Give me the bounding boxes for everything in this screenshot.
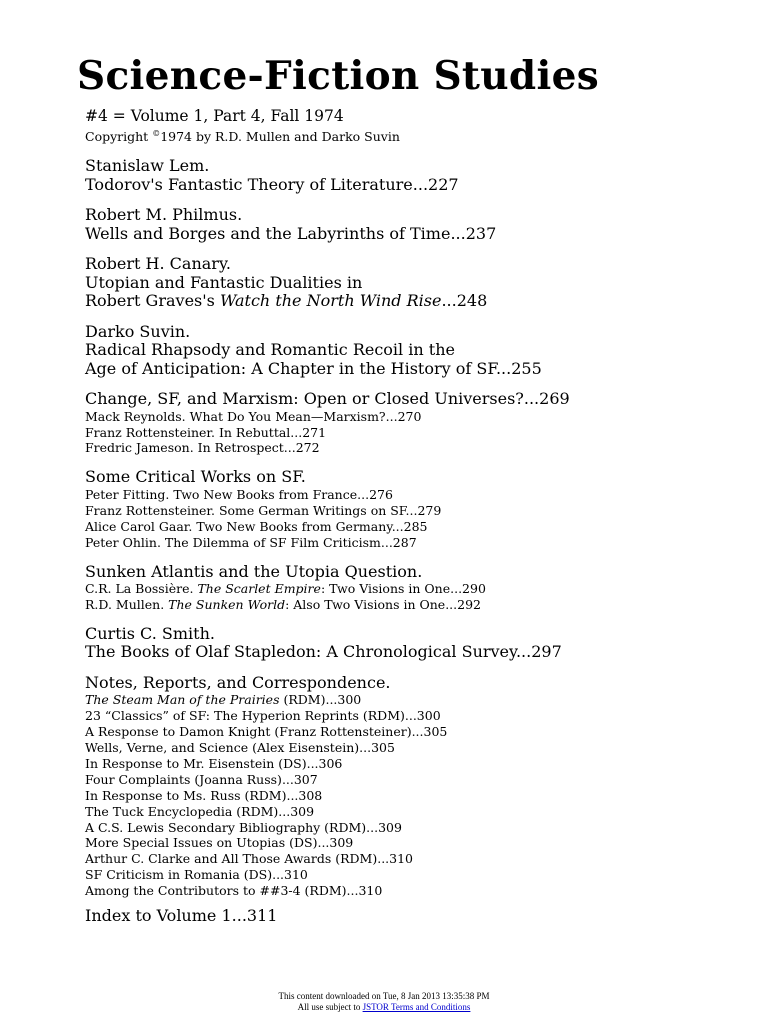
page-number: 285 xyxy=(403,518,428,534)
item-author: R.D. Mullen. xyxy=(85,596,169,612)
item-title: SF Criticism in Romania (DS) xyxy=(85,867,273,883)
list-item xyxy=(85,804,725,820)
author: Stanislaw Lem. xyxy=(85,156,210,176)
item-title: 23 “Classics” of SF: The Hyperion Reprints (RDM) xyxy=(85,708,405,724)
page-number: 305 xyxy=(423,724,448,740)
leader-dots: ... xyxy=(441,291,457,311)
copyright-holders: 1974 by R.D. Mullen and Darko Suvin xyxy=(160,129,400,145)
journal-title: Science-Fiction Studies xyxy=(77,53,599,99)
list-item xyxy=(85,867,725,883)
terms-link[interactable]: JSTOR Terms and Conditions xyxy=(362,1002,471,1012)
leader-dots: ... xyxy=(404,708,417,724)
toc-entry-index xyxy=(85,907,725,926)
list-item xyxy=(85,692,725,708)
item-title: A C.S. Lewis Secondary Bibliography (RDM) xyxy=(85,819,367,835)
toc-entry-lem xyxy=(85,157,725,194)
item-title: : Two Visions in One xyxy=(320,581,451,596)
page-number: 310 xyxy=(389,851,413,867)
leader-dots: ... xyxy=(412,174,429,194)
list-item xyxy=(85,487,725,503)
list-item xyxy=(85,740,725,756)
leader-dots: ... xyxy=(357,486,370,502)
item-title: Peter Ohlin. The Dilemma of SF Film Criticism xyxy=(85,534,381,550)
section-heading xyxy=(85,390,725,409)
leader-dots: ... xyxy=(290,424,303,440)
terms-line xyxy=(0,1002,768,1013)
leader-dots: ... xyxy=(366,819,379,835)
article-title-line: Radical Rhapsody and Romantic Recoil in the xyxy=(85,340,455,360)
leader-dots: ... xyxy=(317,835,330,851)
item-title: In Response to Mr. Eisenstein (DS) xyxy=(85,755,307,771)
list-item xyxy=(85,535,725,551)
page-number: 308 xyxy=(298,787,323,803)
page-number: 237 xyxy=(465,223,497,243)
page-number: 279 xyxy=(417,502,442,518)
list-item xyxy=(85,409,725,425)
author: Darko Suvin. xyxy=(85,321,191,341)
article-title: Age of Anticipation: A Chapter in the History of SF xyxy=(85,358,496,378)
toc-section-notes xyxy=(85,674,725,899)
list-item xyxy=(85,708,725,724)
toc-entry-canary xyxy=(85,255,725,311)
toc-section-marxism xyxy=(85,390,725,456)
leader-dots: ... xyxy=(411,724,424,740)
article-title-line xyxy=(85,176,725,195)
leader-dots: ... xyxy=(359,740,372,756)
author: Curtis C. Smith. xyxy=(85,623,215,643)
item-title: (RDM) xyxy=(279,692,326,708)
article-title: Wells and Borges and the Labyrinths of Time xyxy=(85,223,451,243)
leader-dots: ... xyxy=(391,518,404,534)
page-number: 310 xyxy=(284,867,308,883)
table-of-contents-page xyxy=(77,50,725,926)
page-number: 255 xyxy=(511,358,542,378)
item-title: Franz Rottensteiner. Some German Writings on SF xyxy=(85,502,406,518)
page-number: 272 xyxy=(295,440,320,456)
item-title: In Response to Ms. Russ (RDM) xyxy=(85,787,287,803)
list-item xyxy=(85,425,725,441)
leader-dots: ... xyxy=(272,867,285,883)
item-title: The Tuck Encyclopedia (RDM) xyxy=(85,803,279,819)
leader-dots: ... xyxy=(523,389,540,409)
book-title: The Sunken World xyxy=(168,596,286,612)
leader-dots: ... xyxy=(281,771,294,787)
page-number: 309 xyxy=(329,835,354,851)
page-number: 309 xyxy=(378,819,402,835)
page-number: 307 xyxy=(293,771,318,787)
copyright-symbol: © xyxy=(152,129,161,138)
page-number: 310 xyxy=(358,883,383,899)
item-title: : Also Two Visions in One xyxy=(285,596,446,612)
leader-dots: ... xyxy=(445,596,458,612)
item-title: Fredric Jameson. In Retrospect xyxy=(85,440,284,456)
leader-dots: ... xyxy=(450,581,463,596)
leader-dots: ... xyxy=(346,883,359,899)
section-heading: Sunken Atlantis and the Utopia Question. xyxy=(85,561,423,581)
item-title: Arthur C. Clarke and All Those Awards (RDM) xyxy=(85,851,378,867)
page-number: 269 xyxy=(539,389,570,409)
toc-entry-philmus xyxy=(85,206,725,243)
item-title: Four Complaints (Joanna Russ) xyxy=(85,771,282,787)
item-title: Among the Contributors to ##3-4 (RDM) xyxy=(85,883,347,899)
page-number: 305 xyxy=(371,740,395,756)
page-number: 300 xyxy=(416,708,441,724)
book-title: Watch the North Wind Rise xyxy=(219,291,442,311)
leader-dots: ... xyxy=(515,642,532,662)
article-title: Todorov's Fantastic Theory of Literature xyxy=(85,174,413,194)
toc-section-critical-works xyxy=(85,468,725,550)
list-item xyxy=(85,597,725,613)
leader-dots: ... xyxy=(377,851,390,867)
toc-section-atlantis xyxy=(85,563,725,613)
copyright-prefix: Copyright xyxy=(85,129,149,145)
leader-dots: ... xyxy=(306,755,319,771)
page-number: 227 xyxy=(428,174,459,194)
article-title-line xyxy=(85,360,725,379)
page-number: 297 xyxy=(531,642,562,662)
issue-line: #4 = Volume 1, Part 4, Fall 1974 xyxy=(85,107,344,125)
leader-dots: ... xyxy=(231,906,247,926)
article-title: Index to Volume 1 xyxy=(85,906,232,926)
leader-dots: ... xyxy=(286,787,299,803)
page-number: 290 xyxy=(462,581,486,596)
list-item xyxy=(85,440,725,456)
article-title-line xyxy=(85,225,725,244)
item-title: Franz Rottensteiner. In Rebuttal xyxy=(85,424,291,440)
leader-dots: ... xyxy=(325,692,338,708)
leader-dots: ... xyxy=(283,440,296,456)
page-number: 292 xyxy=(457,596,481,612)
item-title: Peter Fitting. Two New Books from France xyxy=(85,486,358,502)
leader-dots: ... xyxy=(405,502,418,518)
page-number: 248 xyxy=(456,291,488,311)
toc-entry-suvin xyxy=(85,323,725,379)
leader-dots: ... xyxy=(495,358,512,378)
article-title-prefix: Robert Graves's xyxy=(85,291,220,311)
leader-dots: ... xyxy=(380,534,393,550)
article-title-line: Utopian and Fantastic Dualities in xyxy=(85,272,363,292)
copyright-line xyxy=(85,126,725,145)
author: Robert H. Canary. xyxy=(85,254,231,274)
page-number: 270 xyxy=(397,408,422,424)
list-item xyxy=(85,503,725,519)
leader-dots: ... xyxy=(278,803,291,819)
list-item xyxy=(85,581,725,597)
page-number: 287 xyxy=(392,534,417,550)
list-item xyxy=(85,772,725,788)
item-title: Mack Reynolds. What Do You Mean—Marxism? xyxy=(85,408,386,424)
download-footer xyxy=(0,991,768,1013)
article-title-line xyxy=(85,643,725,662)
page-number: 276 xyxy=(369,486,393,502)
article-title-line xyxy=(85,907,725,926)
article-title: The Books of Olaf Stapledon: A Chronological Survey xyxy=(85,642,516,662)
download-notice: This content downloaded on Tue, 8 Jan 2013 13:35:38 PM xyxy=(278,991,490,1001)
article-title-line xyxy=(85,292,725,311)
list-item xyxy=(85,820,725,836)
page-number: 306 xyxy=(318,755,343,771)
item-title: Alice Carol Gaar. Two New Books from Germany xyxy=(85,518,392,534)
toc-entry-smith xyxy=(85,625,725,662)
page-number: 309 xyxy=(290,803,315,819)
item-title: Wells, Verne, and Science (Alex Eisenstein) xyxy=(85,740,360,756)
page-number: 271 xyxy=(302,424,327,440)
author: Robert M. Philmus. xyxy=(85,205,243,225)
list-item xyxy=(85,724,725,740)
item-title: More Special Issues on Utopias (DS) xyxy=(85,835,318,851)
item-author: C.R. La Bossière. xyxy=(85,581,198,596)
list-item xyxy=(85,756,725,772)
leader-dots: ... xyxy=(450,223,466,243)
list-item xyxy=(85,519,725,535)
page-number: 300 xyxy=(337,692,362,708)
item-title: A Response to Damon Knight (Franz Rottensteiner) xyxy=(85,724,412,740)
book-title: The Scarlet Empire xyxy=(197,581,321,596)
terms-prefix: All use subject to xyxy=(297,1002,363,1012)
section-heading: Notes, Reports, and Correspondence. xyxy=(85,672,391,692)
section-title: Change, SF, and Marxism: Open or Closed Universes? xyxy=(85,389,524,409)
list-item xyxy=(85,835,725,851)
list-item xyxy=(85,788,725,804)
list-item xyxy=(85,851,725,867)
section-heading: Some Critical Works on SF. xyxy=(85,467,306,487)
page-number: 311 xyxy=(246,906,278,926)
book-title: The Steam Man of the Prairies xyxy=(85,692,280,708)
list-item xyxy=(85,883,725,899)
leader-dots: ... xyxy=(385,408,398,424)
